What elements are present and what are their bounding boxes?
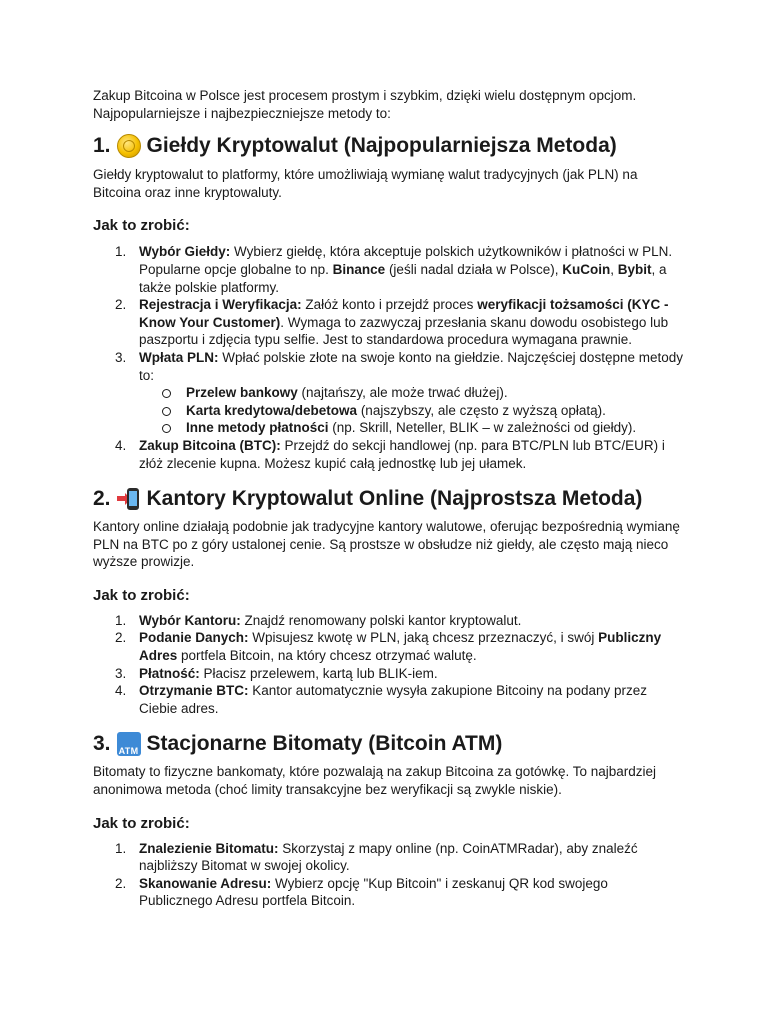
step-emphasis: Publiczny Adres (139, 630, 662, 664)
list-item (93, 682, 683, 717)
section-number: 3. (93, 732, 111, 756)
section-description: Bitomaty to fizyczne bankomaty, które pozwalają na zakup Bitcoina za gotówkę. To najbardziej anonimowa metoda (choć limity transakcyjne bez weryfikacji są zwykle niskie). (93, 764, 657, 798)
list-marker: 1. (115, 840, 127, 856)
sub-list-item (139, 419, 683, 437)
document-page (93, 87, 683, 910)
step-label: Zakup Bitcoina (BTC): (139, 437, 281, 453)
section-description: Kantory online działają podobnie jak tradycyjne kantory walutowe, oferując bezpośrednią wymianę PLN na BTC po z góry ustalonej cenie. Są prostsze w obsłudze niż giełdy, ale często mają nieco wyższe prowizje. (93, 519, 680, 570)
list-item (93, 665, 683, 683)
step-emphasis: Bybit (617, 261, 652, 277)
section-heading (93, 133, 683, 159)
sub-list (139, 384, 683, 437)
steps-list (93, 840, 683, 910)
section-online-exchange-offices (93, 486, 683, 717)
section-number: 2. (93, 487, 111, 511)
list-marker: 4. (115, 683, 127, 699)
mobile-phone-arrow-icon (117, 487, 141, 511)
circle-bullet-icon (162, 424, 171, 433)
section-exchanges (93, 133, 683, 472)
list-item (93, 629, 683, 664)
sub-item-label: Przelew bankowy (186, 385, 298, 401)
step-text: . Wymaga to zazwyczaj przesłania skanu dowodu osobistego lub paszportu i zdjęcia typu selfie. Jest to standardowa procedura wymagana prawnie. (139, 314, 669, 348)
circle-bullet-icon (162, 407, 171, 416)
section-heading (93, 486, 683, 512)
step-text: Załóż konto i przejdź proces (301, 297, 478, 313)
sub-item-text: (najtańszy, ale może trwać dłużej). (297, 385, 508, 401)
section-description: Giełdy kryptowalut to platformy, które umożliwiają wymianę walut tradycyjnych (jak PLN) na Bitcoina oraz inne kryptowaluty. (93, 167, 638, 200)
sub-item-text: (np. Skrill, Neteller, BLIK – w zależności od giełdy). (328, 420, 637, 436)
section-heading (93, 731, 683, 757)
section-title: Kantory Kryptowalut Online (Najprostsza Metoda) (146, 487, 643, 511)
step-text: portfela Bitcoin, na który chcesz otrzymać walutę. (177, 648, 477, 664)
steps-list (93, 612, 683, 718)
list-item (93, 840, 683, 875)
list-item (93, 349, 683, 437)
list-marker: 1. (115, 244, 127, 260)
howto-heading: Jak to zrobić: (93, 217, 190, 235)
list-item (93, 437, 683, 472)
step-text: Wybierz giełdę, która akceptuje polskich użytkowników i płatności w PLN. Popularne opcje globalne to np. (139, 244, 673, 277)
sub-item-label: Karta kredytowa/debetowa (186, 402, 358, 418)
step-label: Podanie Danych: (139, 630, 249, 646)
step-label: Znalezienie Bitomatu: (139, 840, 279, 856)
howto-heading: Jak to zrobić: (93, 586, 190, 604)
step-label: Skanowanie Adresu: (139, 875, 272, 891)
step-label: Wpłata PLN: (139, 349, 219, 365)
step-label: Wybór Kantoru: (139, 612, 241, 628)
sub-list-item (139, 384, 683, 402)
howto-heading: Jak to zrobić: (93, 814, 190, 832)
step-label: Płatność: (139, 665, 200, 681)
step-text: Znajdź renomowany polski kantor kryptowalut. (240, 612, 522, 628)
sub-item-label: Inne metody płatności (186, 420, 329, 436)
list-item (93, 875, 683, 910)
step-text: Skorzystaj z mapy online (np. CoinATMRadar), aby znaleźć najbliższy Bitomat w swojej okolicy. (139, 840, 638, 874)
section-title: Stacjonarne Bitomaty (Bitcoin ATM) (146, 732, 503, 756)
step-text: , (610, 261, 618, 277)
list-marker: 2. (115, 297, 127, 313)
sub-list-item (139, 402, 683, 420)
coin-icon (117, 134, 141, 158)
step-text: Wybierz opcję "Kup Bitcoin" i zeskanuj QR kod swojego Publicznego Adresu portfela Bitcoin. (139, 875, 608, 909)
circle-bullet-icon (162, 389, 171, 398)
list-marker: 2. (115, 875, 127, 891)
list-marker: 2. (115, 630, 127, 646)
atm-icon: ATM (117, 732, 141, 756)
step-text: Kantor automatycznie wysyła zakupione Bitcoiny na podany przez Ciebie adres. (139, 683, 647, 716)
list-marker: 3. (115, 349, 127, 365)
step-label: Wybór Giełdy: (139, 244, 231, 260)
step-emphasis: KuCoin (562, 261, 611, 277)
steps-list (93, 243, 683, 472)
list-marker: 3. (115, 665, 127, 681)
list-item (93, 612, 683, 630)
step-emphasis: Binance (332, 261, 386, 277)
step-label: Rejestracja i Weryfikacja: (139, 297, 302, 313)
list-marker: 4. (115, 437, 127, 453)
step-text: Wpłać polskie złote na swoje konto na giełdzie. Najczęściej dostępne metody to: (139, 349, 683, 383)
step-label: Otrzymanie BTC: (139, 683, 249, 699)
section-number: 1. (93, 134, 111, 158)
step-text: Przejdź do sekcji handlowej (np. para BTC/PLN lub BTC/EUR) i złóż zlecenie kupna. Możesz kupić całą jednostkę lub jej ułamek. (139, 437, 665, 471)
step-text: , a także polskie platformy. (139, 261, 667, 295)
list-item (93, 243, 683, 296)
sub-item-text: (najszybszy, ale często z wyższą opłatą). (357, 402, 606, 418)
step-text: (jeśli nadal działa w Polsce), (385, 261, 563, 277)
list-item (93, 296, 683, 349)
step-text: Wpisujesz kwotę w PLN, jaką chcesz przeznaczyć, i swój (248, 630, 599, 646)
list-marker: 1. (115, 612, 127, 628)
step-text: Płacisz przelewem, kartą lub BLIK-iem. (199, 665, 438, 681)
section-title: Giełdy Kryptowalut (Najpopularniejsza Metoda) (146, 134, 617, 158)
intro-paragraph: Zakup Bitcoina w Polsce jest procesem prostym i szybkim, dzięki wielu dostępnym opcjom. Najpopularniejsze i najbezpieczniejsze metody to: (93, 88, 637, 121)
step-emphasis: weryfikacji tożsamości (KYC - Know Your Customer) (139, 297, 669, 330)
section-bitcoin-atms (93, 731, 683, 910)
